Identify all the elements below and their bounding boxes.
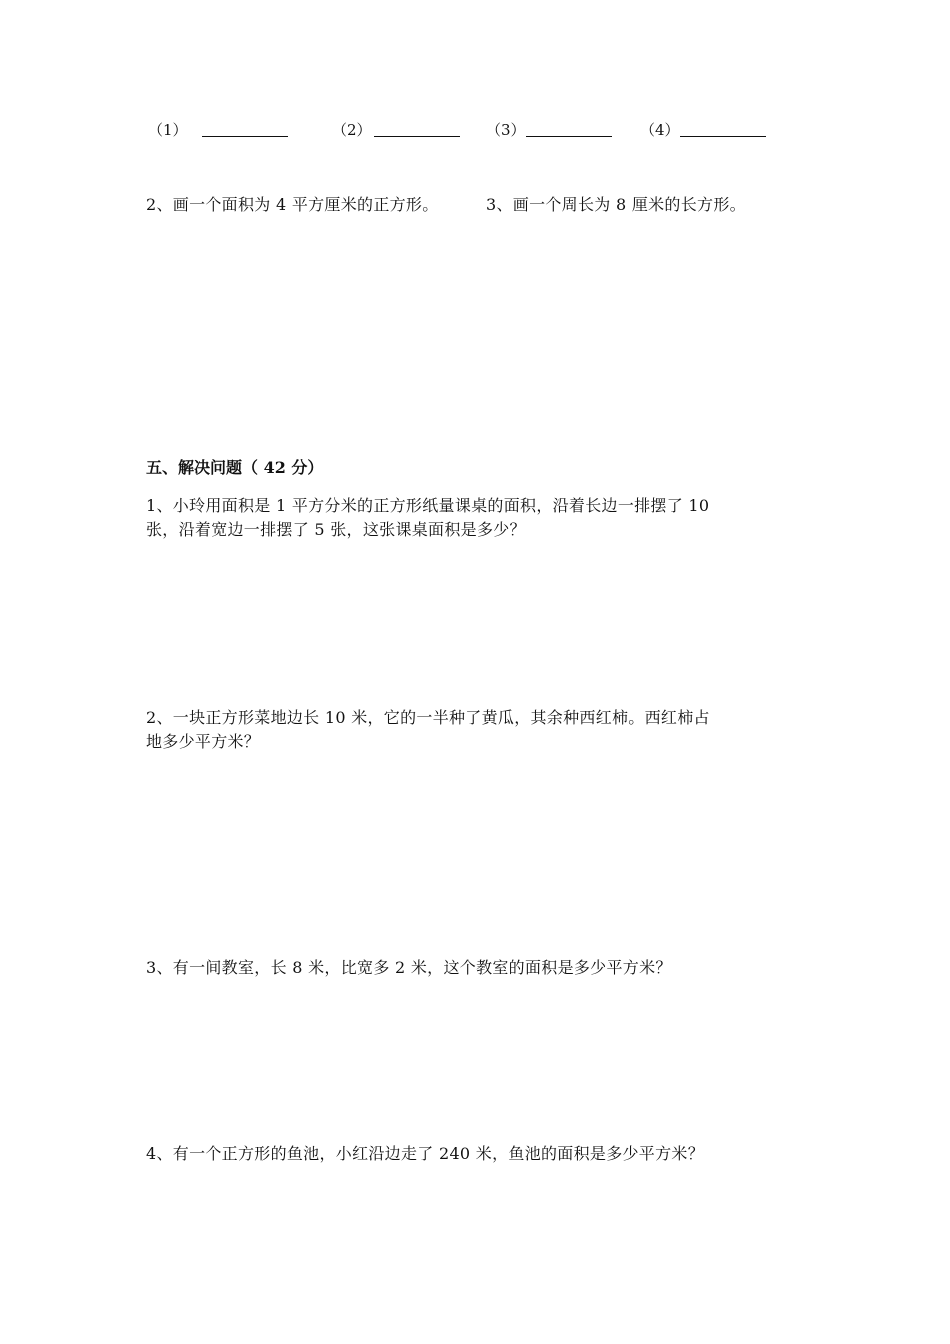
blank-1-line[interactable] [202, 122, 288, 141]
problem-2 [146, 706, 806, 754]
blank-2-label: （2） [332, 121, 372, 139]
blank-2-line[interactable] [374, 122, 460, 141]
problem-4 [146, 1142, 806, 1166]
blank-1 [148, 120, 188, 140]
blank-3-label: （3） [486, 121, 526, 139]
blank-2 [332, 120, 372, 140]
problem-2-line-2: 地多少平方米？ [146, 732, 261, 751]
blank-3-line[interactable] [526, 122, 612, 141]
blank-3 [486, 120, 526, 140]
problem-3-line-1: 3、有一间教室，长 8 米，比宽多 2 米，这个教室的面积是多少平方米？ [146, 958, 672, 977]
problem-4-line-1: 4、有一个正方形的鱼池，小红沿边走了 240 米，鱼池的面积是多少平方米？ [146, 1144, 704, 1163]
blank-4-line[interactable] [680, 122, 766, 141]
section-heading: 五、解决问题（ 42 分） [146, 458, 324, 477]
problem-2-line-1: 2、一块正方形菜地边长 10 米，它的一半种了黄瓜，其余种西红柿。西红柿占 [146, 708, 710, 727]
blank-4-label: （4） [640, 121, 680, 139]
problem-3 [146, 956, 806, 980]
drawing-question-3: 3、画一个周长为 8 厘米的长方形。 [486, 195, 746, 214]
blank-4 [640, 120, 680, 140]
problem-1-line-2: 张，沿着宽边一排摆了 5 张，这张课桌面积是多少？ [146, 520, 526, 539]
problem-1-line-1: 1、小玲用面积是 1 平方分米的正方形纸量课桌的面积，沿着长边一排摆了 10 [146, 496, 710, 515]
blank-1-label: （1） [148, 121, 188, 139]
drawing-question-2: 2、画一个面积为 4 平方厘米的正方形。 [146, 195, 439, 214]
problem-1 [146, 494, 806, 542]
